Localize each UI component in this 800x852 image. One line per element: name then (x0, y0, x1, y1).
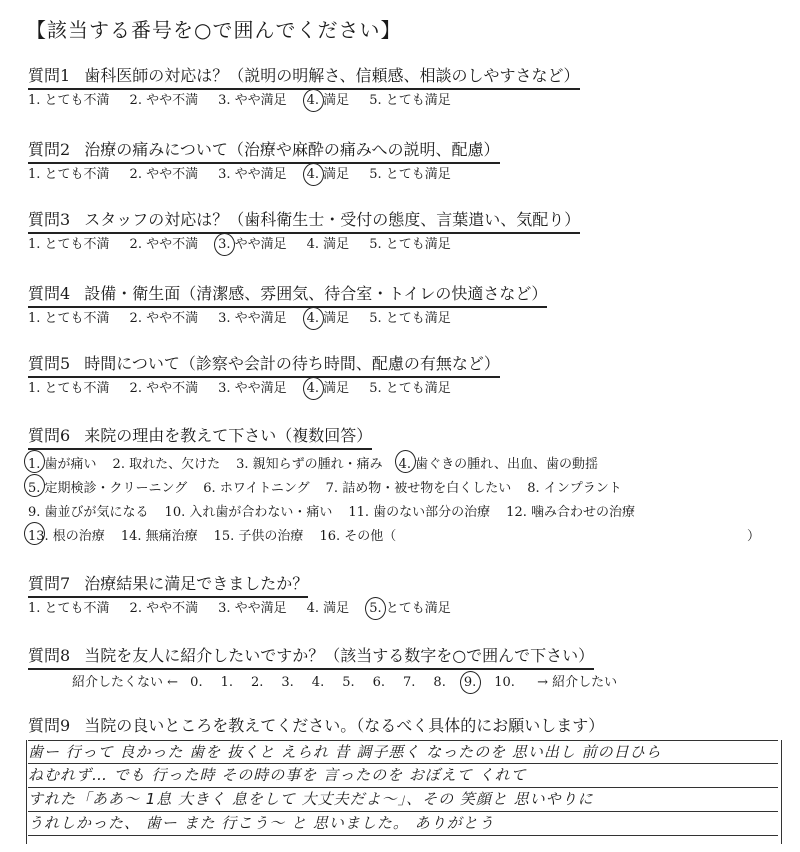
options (28, 310, 788, 328)
question-heading: 質問4 設備・衛生面（清潔感、雰囲気、待合室・トイレの快適さなど） (28, 284, 547, 308)
option-2[interactable]: 2. やや不満 (129, 93, 199, 108)
options-row-4 (28, 525, 788, 549)
question-heading: 質問6 来院の理由を教えて下さい（複数回答） (28, 426, 372, 450)
question-heading: 質問3 スタッフの対応は？（歯科衛生士・受付の態度、言葉遣い、気配り） (28, 210, 580, 234)
option-5[interactable]: 5. とても満足 (369, 93, 451, 108)
score-9-selected[interactable]: 9. (463, 675, 477, 690)
question-5 (28, 354, 788, 398)
options (28, 380, 788, 398)
option-2[interactable]: 2. やや不満 (129, 311, 199, 326)
option-6[interactable]: 6. ホワイトニング (203, 481, 310, 496)
options (28, 236, 788, 254)
question-heading: 質問5 時間について（診察や会計の待ち時間、配慮の有無など） (28, 354, 500, 378)
question-heading: 質問8 当院を友人に紹介したいですか？（該当する数字を○で囲んで下さい） (28, 646, 594, 670)
option-1[interactable]: 1. とても不満 (28, 381, 110, 396)
option-4-selected[interactable]: 4. 満足 (306, 93, 350, 108)
option-11[interactable]: 11. 歯のない部分の治療 (348, 505, 491, 520)
option-7[interactable]: 7. 詰め物・被せ物を白くしたい (325, 481, 512, 496)
option-3[interactable]: 3. やや満足 (218, 93, 287, 108)
question-8 (28, 646, 788, 692)
question-4 (28, 284, 788, 328)
option-3[interactable]: 3. やや満足 (218, 381, 287, 396)
option-13-selected[interactable]: 13. 根の治療 (28, 525, 105, 549)
scale-left-label: 紹介したくない ← (72, 675, 179, 690)
option-3[interactable]: 3. やや満足 (218, 167, 287, 182)
option-5-selected[interactable]: 5. とても満足 (369, 601, 451, 616)
score-4[interactable]: 4. (311, 675, 325, 690)
option-5[interactable]: 5. とても満足 (369, 167, 451, 182)
score-2[interactable]: 2. (250, 675, 264, 690)
option-16[interactable]: 16. その他（ (319, 529, 397, 544)
option-14[interactable]: 14. 無痛治療 (120, 529, 198, 544)
options-row-1 (28, 453, 788, 477)
option-2[interactable]: 2. やや不満 (129, 237, 199, 252)
options-row-2 (28, 477, 788, 501)
answer-line-2: ねむれず… でも 行った時 その時の事を 言ったのを おぼえて くれて (28, 764, 778, 788)
option-5-selected[interactable]: 5. 定期検診・クリーニング (28, 477, 187, 501)
answer-line-3: すれた「ああ〜 1息 大きく 息をして 大丈夫だよ〜」、その 笑顔と 思いやりに (28, 788, 778, 812)
other-close-paren: ） (746, 529, 760, 544)
question-6 (28, 426, 788, 549)
option-5[interactable]: 5. とても満足 (369, 237, 451, 252)
question-heading: 質問7 治療結果に満足できましたか？ (28, 574, 308, 598)
option-3[interactable]: 3. やや満足 (218, 601, 287, 616)
question-1 (28, 66, 788, 110)
scale-right-label: → 紹介したい (537, 675, 618, 690)
option-1[interactable]: 1. とても不満 (28, 311, 110, 326)
options (28, 92, 788, 110)
score-5[interactable]: 5. (342, 675, 355, 690)
score-10[interactable]: 10. (494, 675, 515, 690)
option-4-selected[interactable]: 4. 歯ぐきの腫れ、出血、歯の動揺 (399, 453, 598, 477)
option-2[interactable]: 2. やや不満 (129, 381, 199, 396)
option-9[interactable]: 9. 歯並びが気になる (28, 505, 149, 520)
option-4[interactable]: 4. 満足 (306, 237, 350, 252)
question-heading: 質問1 歯科医師の対応は？（説明の明解さ、信頼感、相談のしやすさなど） (28, 66, 580, 90)
option-3[interactable]: 3. やや満足 (218, 311, 287, 326)
option-12[interactable]: 12. 噛み合わせの治療 (506, 505, 635, 520)
option-2[interactable]: 2. 取れた、欠けた (112, 457, 221, 472)
option-1[interactable]: 1. とても不満 (28, 601, 110, 616)
nps-scale (28, 674, 788, 692)
option-15[interactable]: 15. 子供の治療 (213, 529, 304, 544)
question-7 (28, 574, 788, 618)
option-4-selected[interactable]: 4. 満足 (306, 381, 350, 396)
option-4-selected[interactable]: 4. 満足 (306, 167, 350, 182)
score-3[interactable]: 3. (281, 675, 294, 690)
question-heading: 質問9 当院の良いところを教えてください。（なるべく具体的にお願いします） (28, 716, 605, 735)
option-8[interactable]: 8. インプラント (527, 481, 622, 496)
score-0[interactable]: 0. (190, 675, 203, 690)
option-2[interactable]: 2. やや不満 (129, 601, 199, 616)
score-8[interactable]: 8. (433, 675, 446, 690)
option-4-selected[interactable]: 4. 満足 (306, 311, 350, 326)
option-4[interactable]: 4. 満足 (306, 601, 350, 616)
answer-line-4: うれしかった、 歯ー また 行こう〜 と 思いました。 ありがとう (28, 812, 778, 836)
option-2[interactable]: 2. やや不満 (129, 167, 199, 182)
option-5[interactable]: 5. とても満足 (369, 311, 451, 326)
option-5[interactable]: 5. とても満足 (369, 381, 451, 396)
options-row-3 (28, 501, 788, 525)
page-title: 【該当する番号を○で囲んでください】 (26, 18, 402, 42)
score-1[interactable]: 1. (220, 675, 233, 690)
question-2 (28, 140, 788, 184)
option-1-selected[interactable]: 1. 歯が痛い (28, 453, 97, 477)
option-3[interactable]: 3. 親知らずの腫れ・痛み (236, 457, 383, 472)
option-10[interactable]: 10. 入れ歯が合わない・痛い (164, 505, 333, 520)
question-heading: 質問2 治療の痛みについて（治療や麻酔の痛みへの説明、配慮） (28, 140, 500, 164)
question-3 (28, 210, 788, 254)
option-1[interactable]: 1. とても不満 (28, 93, 110, 108)
score-6[interactable]: 6. (372, 675, 386, 690)
option-1[interactable]: 1. とても不満 (28, 237, 110, 252)
options (28, 600, 788, 618)
options (28, 166, 788, 184)
handwritten-answer[interactable] (28, 740, 778, 836)
score-7[interactable]: 7. (403, 675, 416, 690)
question-9 (28, 716, 788, 738)
option-3-selected[interactable]: 3. やや満足 (218, 237, 287, 252)
option-1[interactable]: 1. とても不満 (28, 167, 110, 182)
answer-line-1: 歯ー 行って 良かった 歯を 抜くと えられ 昔 調子悪く なったのを 思い出し 前の日ひら (28, 740, 778, 764)
